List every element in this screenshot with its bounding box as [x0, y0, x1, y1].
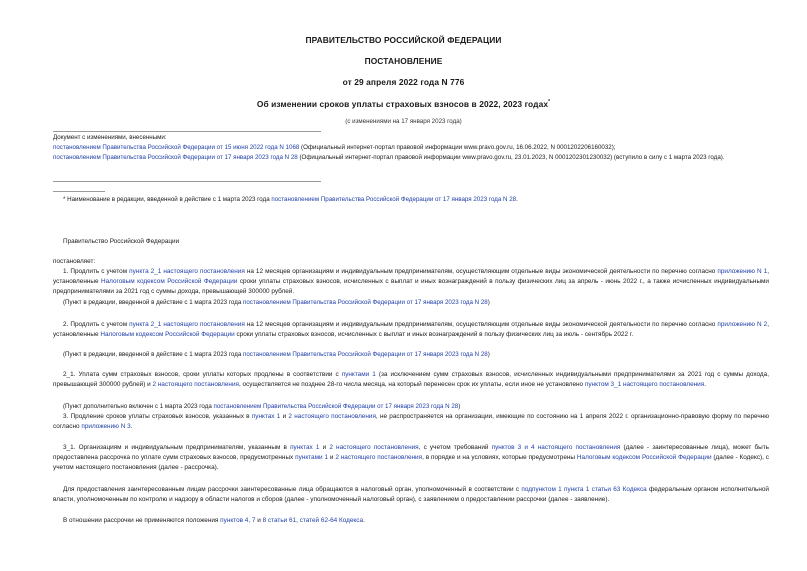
- paragraph-3-2: [53, 485, 769, 505]
- document-title: [0, 99, 807, 109]
- p31-link-tax-code[interactable]: Налоговым кодексом Российской Федерации: [576, 454, 712, 461]
- p31-link-points1[interactable]: пунктами 1: [295, 454, 328, 461]
- footnote-text: * Наименование в редакции, введенной в действие с 1 марта 2023 года: [63, 196, 272, 203]
- footnote: [63, 195, 769, 205]
- p33-link-points47[interactable]: пунктов 4, 7: [220, 517, 256, 524]
- p21-text-b: (за исключением сумм страховых взносов, исчисленных индивидуальными предпринимателями за 2021 год с суммы дохода, превышающей 300000 рублей) и: [53, 371, 769, 388]
- issuer: Правительство Российской Федерации: [63, 238, 180, 245]
- p3-text-c: , не распространяется на организации, имеющие по состоянию на 1 апреля 2022 г. организационно-правовую форму по перечню согласно: [53, 413, 769, 430]
- p33-text-d: .: [363, 517, 365, 524]
- edition-note: (с изменениями на 17 января 2023 года): [345, 118, 462, 125]
- decrees-word: постановляет:: [53, 258, 96, 265]
- changes-intro: Документ с изменениями, внесенными:: [53, 134, 167, 141]
- changes-top-rule: [53, 131, 321, 132]
- paragraph-2: [53, 320, 769, 340]
- p31-text-g: (далее - Кодекс), с учетом настоящего постановления (далее - рассрочка).: [53, 454, 770, 471]
- change-link-28[interactable]: постановлением Правительства Российской Федерации от 17 января 2023 года N 28: [53, 154, 298, 161]
- p1-note-text: (Пункт в редакции, введенной в действие с 1 марта 2023 года: [63, 299, 243, 306]
- p21-link-point1[interactable]: пунктами 1: [341, 371, 376, 378]
- changes-block: [53, 133, 769, 163]
- p21-text-d: .: [704, 381, 706, 388]
- p31-link-point2[interactable]: 2 настоящего постановления: [329, 444, 419, 451]
- p1-note-end: ): [487, 299, 490, 306]
- paragraph-1: [53, 267, 769, 297]
- government-heading: ПРАВИТЕЛЬСТВО РОССИЙСКОЙ ФЕДЕРАЦИИ: [305, 35, 502, 45]
- p2-text-c: , установленные: [53, 321, 769, 338]
- change-link-1068[interactable]: постановлением Правительства Российской Федерации от 15 июня 2022 года N 1068: [53, 144, 300, 151]
- paragraph-1-note: [53, 298, 769, 308]
- footnote-link[interactable]: постановлением Правительства Российской Федерации от 17 января 2023 года N 28: [271, 196, 517, 203]
- p1-text-b: на 12 месяцев организациям и индивидуальным предпринимателям, осуществляющим отдельные виды экономической деятельности по перечню согласно: [244, 268, 718, 275]
- p3-link-point2[interactable]: 2 настоящего постановления: [288, 413, 376, 420]
- p33-text-b: и: [255, 517, 263, 524]
- p33-text-c: ,: [296, 517, 300, 524]
- p32-link-article63[interactable]: подпунктом 1 пункта 1 статьи 63 Кодекса: [521, 486, 647, 493]
- p3-link-point1[interactable]: пунктах 1: [251, 413, 281, 420]
- p31-text-f: , в порядке и на условиях, которые предусмотрены: [422, 454, 577, 461]
- document-type: ПОСТАНОВЛЕНИЕ: [364, 56, 443, 66]
- document-date-number: от 29 апреля 2022 года N 776: [342, 77, 465, 87]
- p1-text-d: сроки уплаты страховых взносов, исчисленных с выплат и иных вознаграждений в пользу физических лиц за апрель - июнь 2022 г., а также исчисленных индивидуальными предпринимателями за 2021 год с суммы дохода, превышающей 300000 рублей.: [53, 278, 769, 295]
- p2-link-tax-code[interactable]: Налоговым кодексом Российской Федерации: [100, 331, 235, 338]
- p21-link-point31[interactable]: пунктом 3_1 настоящего постановления: [584, 381, 705, 388]
- change-item-2-text: (Официальный интернет-портал правовой информации www.pravo.gov.ru, 23.01.2023, N 0001202301230032) (вступило в силу с 1 марта 2023 года).: [297, 154, 725, 161]
- title-footnote-mark: *: [548, 99, 551, 106]
- p2-link-point21[interactable]: пункта 2_1 настоящего постановления: [129, 321, 245, 328]
- change-item-1-text: (Официальный интернет-портал правовой информации www.pravo.gov.ru, 16.06.2022, N 0001202206160032);: [299, 144, 616, 151]
- p33-link-article61[interactable]: 8 статьи 61: [262, 517, 297, 524]
- paragraph-3-1: [53, 443, 769, 473]
- p21-link-point2[interactable]: 2 настоящего постановления: [152, 381, 239, 388]
- p2-text-d: сроки уплаты страховых взносов, исчисленных с выплат и иных вознаграждений в пользу физических лиц за июль - сентябрь 2022 г.: [234, 331, 634, 338]
- p32-text-b: федеральным органом исполнительной власти, уполномоченным по контролю и надзору в области налогов и сборов (далее - уполномоченный налоговый орган), с заявлением о предоставлении рассрочки (далее - заявление).: [53, 486, 769, 503]
- p2-note-end: ): [487, 351, 490, 358]
- p3-link-appendix3[interactable]: приложению N 3: [81, 423, 131, 430]
- p3-text-d: .: [130, 423, 133, 430]
- p21-note-link[interactable]: постановлением Правительства Российской Федерации от 17 января 2023 года N 28: [213, 403, 459, 410]
- p1-text-a: 1. Продлить с учетом: [63, 268, 130, 275]
- p31-text-e: и: [328, 454, 336, 461]
- p31-link-points2[interactable]: 2 настоящего постановления: [335, 454, 423, 461]
- change-item-2: [53, 153, 769, 163]
- paragraph-2-note: [53, 350, 769, 360]
- p2-note-text: (Пункт в редакции, введенной в действие с 1 марта 2023 года: [63, 351, 243, 358]
- p3-text-b: и: [280, 413, 289, 420]
- p31-text-c: , с учетом требований: [418, 444, 492, 451]
- footnote-end: .: [516, 196, 518, 203]
- p31-text-b: и: [319, 444, 330, 451]
- paragraph-3: [53, 412, 769, 432]
- p31-text-a: 3_1. Организациям и индивидуальным предпринимателям, указанным в: [63, 444, 291, 451]
- paragraph-3-3: [53, 516, 769, 526]
- paragraph-2-1-note: [53, 402, 769, 412]
- p2-note-link[interactable]: постановлением Правительства Российской Федерации от 17 января 2023 года N 28: [243, 351, 488, 358]
- p32-text-a: Для предоставления заинтересованным лицам рассрочки заинтересованные лица обращаются в налоговый орган, уполномоченный в соответствии с: [63, 486, 522, 493]
- p1-text-c: , установленные: [53, 268, 769, 285]
- footnote-rule: [53, 191, 105, 192]
- p1-link-tax-code[interactable]: Налоговым кодексом Российской Федерации: [101, 278, 238, 285]
- change-item-1: [53, 143, 769, 153]
- changes-bottom-rule: [53, 181, 321, 182]
- p21-text-c: , осуществляется не позднее 28-го числа месяца, на который перенесен срок их уплаты, если иное не установлено: [239, 381, 585, 388]
- p1-link-point21[interactable]: пункта 2_1 настоящего постановления: [129, 268, 245, 275]
- p2-text-a: 2. Продлить с учетом: [63, 321, 130, 328]
- p31-link-points34[interactable]: пунктов 3 и 4 настоящего постановления: [491, 444, 621, 451]
- p33-link-articles6264[interactable]: статей 62-64 Кодекса: [299, 517, 364, 524]
- title-text: Об изменении сроков уплаты страховых взносов в 2022, 2023 годах: [256, 99, 549, 109]
- p2-text-b: на 12 месяцев организациям и индивидуальным предпринимателям, осуществляющим отдельные виды экономической деятельности по перечню согласно: [244, 321, 718, 328]
- p2-link-appendix2[interactable]: приложению N 2: [717, 321, 768, 328]
- p21-text-a: 2_1. Уплата сумм страховых взносов, сроки уплаты которых продлены в соответствии с: [63, 371, 342, 378]
- p1-note-link[interactable]: постановлением Правительства Российской Федерации от 17 января 2023 года N 28: [243, 299, 488, 306]
- paragraph-2-1: [53, 370, 769, 390]
- p21-note-end: ): [458, 403, 461, 410]
- p31-text-d: (далее - заинтересованные лица), может быть предоставлена рассрочка по уплате сумм страховых взносов, предусмотренных: [53, 444, 769, 461]
- p33-text-a: В отношении рассрочки не применяются положения: [63, 517, 221, 524]
- p31-link-point1[interactable]: пунктах 1: [290, 444, 320, 451]
- p21-note-text: (Пункт дополнительно включен с 1 марта 2023 года: [63, 403, 214, 410]
- p3-text-a: 3. Продление сроков уплаты страховых взносов, указанных в: [63, 413, 252, 420]
- p1-link-appendix1[interactable]: приложению N 1: [717, 268, 768, 275]
